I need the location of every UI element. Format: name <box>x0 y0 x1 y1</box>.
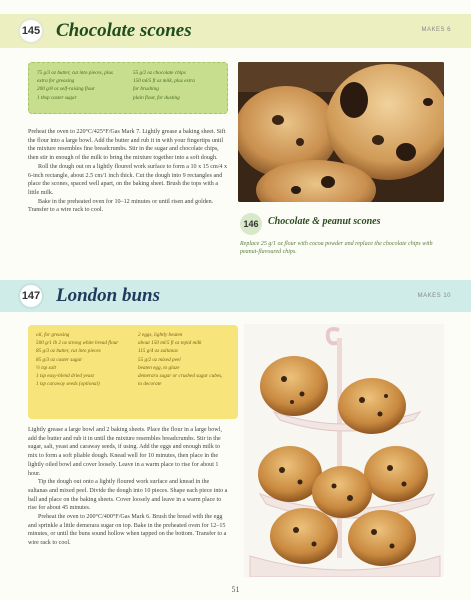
recipe-145-ingredients <box>28 62 228 114</box>
method-paragraph: Preheat the oven to 220°C/425°F/Gas Mark 7. Lightly grease a baking sheet. Sift the flour into a large bowl. Add the butter and rub it in with your fingertips until the mixture resembles fine breadcrumbs. Stir in the sugar and chocolate chips, then stir in enough of the milk to bring the mixture together into a soft dough. <box>28 129 226 162</box>
recipe-147-yield: MAKES 10 <box>417 293 451 299</box>
ingredient-line: to decorate <box>138 381 162 388</box>
recipe-145-title: Chocolate scones <box>56 20 192 41</box>
ingredient-line: about 150 ml/5 fl oz tepid milk <box>138 340 202 347</box>
london-buns-photo <box>244 324 444 577</box>
ingredient-line: 1 tbsp caster sugar <box>37 94 77 101</box>
ingredient-line: 1 tsp caraway seeds (optional) <box>36 381 100 388</box>
recipe-145-method <box>28 128 230 215</box>
recipe-147-ingredients <box>28 325 238 419</box>
ingredient-line: 1 tsp easy-blend dried yeast <box>36 373 94 380</box>
ingredient-line: extra for greasing <box>37 78 75 85</box>
ingredient-line: ½ tsp salt <box>36 364 57 371</box>
ingredient-line: plain flour, for dusting <box>133 94 180 101</box>
method-paragraph: Lightly grease a large bowl and 2 baking sheets. Place the flour in a large bowl, add the butter and rub it in until the mixture resembles breadcrumbs. Stir in the sugar, salt, yeast and caraway seeds, if using. Add the eggs and enough milk to mix to form a soft pliable dough. Knead well for 10 minutes, then place in the lightly oiled bowl and cover loosely. Leave in a warm place to rise for about 1 hour. <box>28 427 222 477</box>
method-paragraph: Tip the dough out onto a lightly floured work surface and knead in the sultanas and mixed peel. Divide the dough into 10 pieces. Shape each piece into a ball and place on the baking sheets. Cover loosely and leave in a warm place to rise for about 45 minutes. <box>28 479 228 512</box>
recipe-146-variation-text: Replace 25 g/1 oz flour with cocoa powder and replace the chocolate chips with peanut-flavoured chips. <box>240 241 433 256</box>
ingredient-line: demerara sugar or crushed sugar cubes, <box>138 373 223 380</box>
ingredient-line: for brushing <box>133 86 159 93</box>
recipe-145-yield: MAKES 6 <box>421 27 451 33</box>
ingredient-line: beaten egg, to glaze <box>138 364 180 371</box>
ingredient-line: 85 g/3 oz butter, cut into pieces <box>36 348 101 355</box>
recipe-147-number: 147 <box>18 283 44 309</box>
ingredients-column-right <box>138 331 230 413</box>
ingredient-line: 200 g/8 oz self-raising flour <box>37 86 95 93</box>
page-number: 51 <box>231 585 240 594</box>
ingredient-line: 115 g/4 oz sultanas <box>138 348 178 355</box>
method-paragraph: Bake in the preheated oven for 10–12 minutes or until risen and golden. Transfer to a wire rack to cool. <box>28 198 214 214</box>
recipe-147-title: London buns <box>56 285 161 306</box>
recipe-147-method <box>28 426 228 548</box>
ingredients-column-left <box>37 69 123 107</box>
recipe-147-banner <box>0 280 471 312</box>
recipe-146-number: 146 <box>240 213 262 235</box>
ingredient-line: 55 g/2 oz chocolate chips <box>133 70 186 76</box>
ingredient-line: 500 g/1 lb 2 oz strong white bread flour <box>36 340 119 347</box>
ingredient-line: 75 g/3 oz butter, cut into pieces, plus <box>37 70 113 76</box>
method-paragraph: Preheat the oven to 200°C/400°F/Gas Mark 6. Brush the bread with the egg and sprinkle a little demerara sugar on top. Bake in the preheated oven for 12–15 minutes, or until the buns sound hollow when tapped on the bottom. Transfer to a wire rack to cool. <box>28 514 227 547</box>
method-paragraph: Roll the dough out on a lightly floured work surface to form a 10 x 15 cm/4 x 6-inch rectangle, about 2.5 cm/1 inch thick. Cut the dough into 9 rectangles and place the scones, spaced well apart, on the baking sheet. Brush the tops with a little milk. <box>28 163 228 196</box>
ingredient-line: 55 g/2 oz mixed peel <box>138 356 181 363</box>
ingredient-line: oil, for greasing <box>36 332 70 338</box>
recipe-146-title: Chocolate & peanut scones <box>268 216 381 227</box>
ingredient-line: 2 eggs, lightly beaten <box>138 332 183 338</box>
ingredients-column-left <box>36 331 128 413</box>
ingredient-line: 85 g/3 oz caster sugar <box>36 356 83 363</box>
recipe-145-number: 145 <box>18 18 44 44</box>
recipe-145-banner <box>0 14 471 48</box>
ingredients-column-right <box>133 69 219 107</box>
chocolate-scones-photo <box>238 62 444 202</box>
ingredient-line: 150 ml/5 fl oz milk, plus extra <box>133 78 195 85</box>
